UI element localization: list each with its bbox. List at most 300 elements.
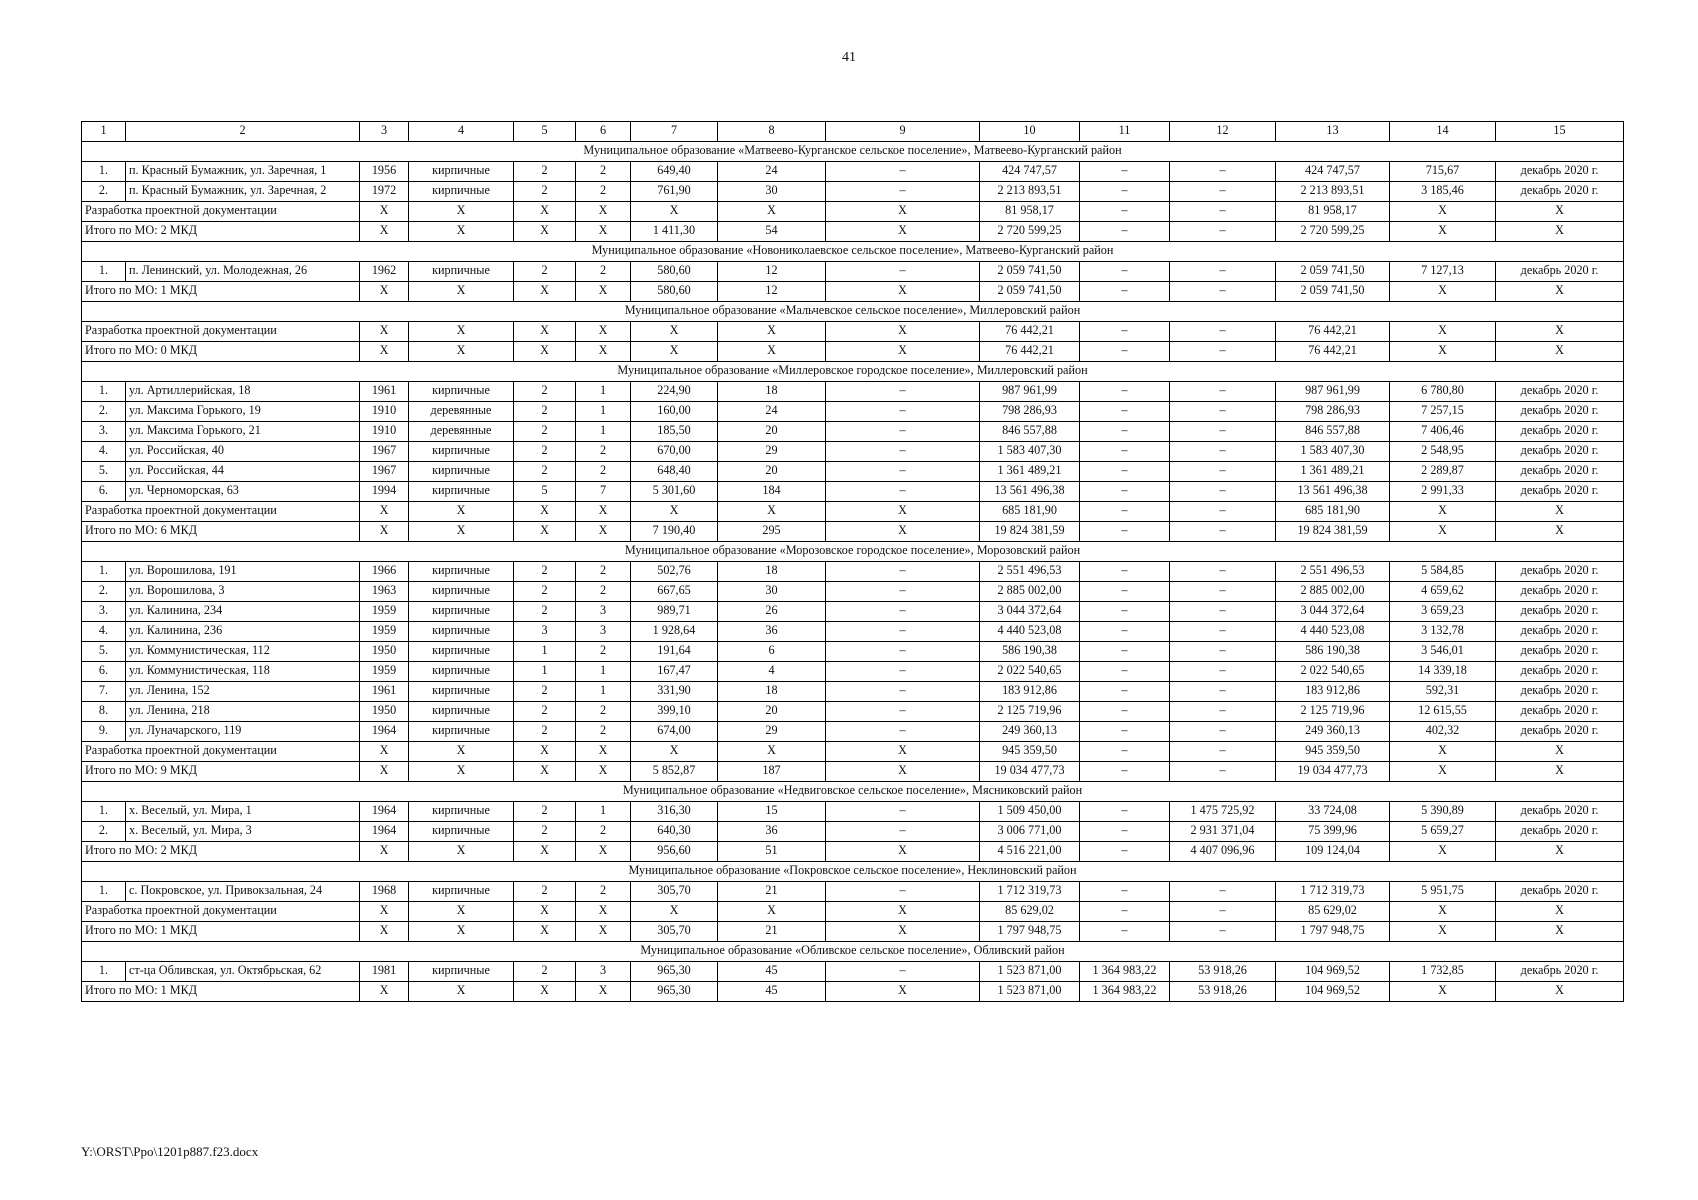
table-cell: декабрь 2020 г. bbox=[1496, 682, 1624, 702]
table-cell: 6 780,80 bbox=[1390, 382, 1496, 402]
table-row bbox=[82, 702, 1624, 722]
summary-row bbox=[82, 502, 1624, 522]
table-cell: 2 059 741,50 bbox=[980, 262, 1080, 282]
table-cell: 24 bbox=[718, 162, 826, 182]
table-cell: X bbox=[718, 202, 826, 222]
summary-row bbox=[82, 742, 1624, 762]
table-cell: – bbox=[826, 662, 980, 682]
table-cell: 1 bbox=[576, 422, 631, 442]
table-cell: X bbox=[576, 202, 631, 222]
table-cell: 846 557,88 bbox=[1276, 422, 1390, 442]
table-cell: кирпичные bbox=[409, 962, 514, 982]
table-cell: – bbox=[1170, 602, 1276, 622]
table-cell: X bbox=[514, 922, 576, 942]
table-cell: 670,00 bbox=[631, 442, 718, 462]
table-cell: 187 bbox=[718, 762, 826, 782]
table-cell: X bbox=[360, 282, 409, 302]
table-cell: 1 361 489,21 bbox=[980, 462, 1080, 482]
address-cell: ул. Коммунистическая, 112 bbox=[126, 642, 360, 662]
table-cell: 2 551 496,53 bbox=[1276, 562, 1390, 582]
table-cell: – bbox=[1170, 342, 1276, 362]
table-cell: – bbox=[1170, 262, 1276, 282]
table-row bbox=[82, 562, 1624, 582]
address-cell: ул. Ворошилова, 3 bbox=[126, 582, 360, 602]
table-cell: X bbox=[409, 902, 514, 922]
table-cell: 5 301,60 bbox=[631, 482, 718, 502]
table-cell: 2 bbox=[514, 582, 576, 602]
row-number-cell: 2. bbox=[82, 582, 126, 602]
table-cell: – bbox=[1080, 722, 1170, 742]
table-cell: декабрь 2020 г. bbox=[1496, 442, 1624, 462]
table-cell: – bbox=[1170, 382, 1276, 402]
row-number-cell: 1. bbox=[82, 562, 126, 582]
table-cell: 1956 bbox=[360, 162, 409, 182]
table-cell: – bbox=[1080, 922, 1170, 942]
table-cell: 53 918,26 bbox=[1170, 962, 1276, 982]
table-cell: X bbox=[1390, 502, 1496, 522]
table-cell: 2 bbox=[576, 182, 631, 202]
table-cell: X bbox=[576, 282, 631, 302]
table-cell: X bbox=[631, 502, 718, 522]
table-row bbox=[82, 722, 1624, 742]
row-number-cell: 2. bbox=[82, 182, 126, 202]
summary-row bbox=[82, 762, 1624, 782]
table-cell: 3 bbox=[576, 622, 631, 642]
table-cell: 2 551 496,53 bbox=[980, 562, 1080, 582]
table-cell: 586 190,38 bbox=[980, 642, 1080, 662]
table-cell: 76 442,21 bbox=[1276, 322, 1390, 342]
table-cell: X bbox=[1496, 522, 1624, 542]
housing-repair-table bbox=[81, 121, 1623, 1002]
table-cell: X bbox=[360, 502, 409, 522]
table-cell: 956,60 bbox=[631, 842, 718, 862]
table-cell: 2 bbox=[576, 582, 631, 602]
table-cell: 1959 bbox=[360, 662, 409, 682]
table-cell: 5 951,75 bbox=[1390, 882, 1496, 902]
municipality-header-row bbox=[82, 142, 1624, 162]
table-row bbox=[82, 382, 1624, 402]
table-cell: – bbox=[1170, 582, 1276, 602]
table-cell: 1950 bbox=[360, 642, 409, 662]
table-cell: 592,31 bbox=[1390, 682, 1496, 702]
table-cell: – bbox=[1170, 402, 1276, 422]
table-cell: 104 969,52 bbox=[1276, 982, 1390, 1002]
table-cell: – bbox=[1170, 502, 1276, 522]
table-cell: X bbox=[409, 982, 514, 1002]
table-cell: 1 364 983,22 bbox=[1080, 982, 1170, 1002]
table-cell: 2 bbox=[576, 442, 631, 462]
table-cell: X bbox=[409, 742, 514, 762]
table-cell: X bbox=[1390, 902, 1496, 922]
table-cell: 7 190,40 bbox=[631, 522, 718, 542]
table-cell: 1 523 871,00 bbox=[980, 962, 1080, 982]
table-row bbox=[82, 422, 1624, 442]
table-cell: – bbox=[1080, 762, 1170, 782]
table-cell: 761,90 bbox=[631, 182, 718, 202]
table-cell: декабрь 2020 г. bbox=[1496, 162, 1624, 182]
table-cell: – bbox=[826, 802, 980, 822]
table-cell: X bbox=[360, 322, 409, 342]
table-cell: 1968 bbox=[360, 882, 409, 902]
column-number-cell: 3 bbox=[360, 122, 409, 142]
table-cell: 1 583 407,30 bbox=[1276, 442, 1390, 462]
table-cell: – bbox=[826, 642, 980, 662]
address-cell: ул. Максима Горького, 21 bbox=[126, 422, 360, 442]
table-cell: 2 548,95 bbox=[1390, 442, 1496, 462]
table-cell: – bbox=[1080, 602, 1170, 622]
table-cell: кирпичные bbox=[409, 722, 514, 742]
table-cell: 2 931 371,04 bbox=[1170, 822, 1276, 842]
table-cell: кирпичные bbox=[409, 462, 514, 482]
summary-label: Итого по МО: 1 МКД bbox=[82, 922, 360, 942]
table-cell: 1972 bbox=[360, 182, 409, 202]
address-cell: ул. Российская, 44 bbox=[126, 462, 360, 482]
row-number-cell: 5. bbox=[82, 642, 126, 662]
table-cell: 424 747,57 bbox=[1276, 162, 1390, 182]
table-cell: – bbox=[1170, 282, 1276, 302]
row-number-cell: 1. bbox=[82, 262, 126, 282]
table-cell: 18 bbox=[718, 382, 826, 402]
table-row bbox=[82, 162, 1624, 182]
municipality-title: Муниципальное образование «Морозовское городское поселение», Морозовский район bbox=[82, 542, 1624, 562]
table-cell: X bbox=[1390, 322, 1496, 342]
table-cell: 2 bbox=[576, 642, 631, 662]
table-cell: X bbox=[1390, 762, 1496, 782]
table-cell: 2 bbox=[514, 382, 576, 402]
summary-label: Итого по МО: 1 МКД bbox=[82, 282, 360, 302]
table-cell: X bbox=[631, 322, 718, 342]
table-cell: декабрь 2020 г. bbox=[1496, 802, 1624, 822]
row-number-cell: 8. bbox=[82, 702, 126, 722]
table-cell: X bbox=[826, 982, 980, 1002]
table-cell: X bbox=[514, 222, 576, 242]
table-cell: 2 022 540,65 bbox=[980, 662, 1080, 682]
summary-label: Разработка проектной документации bbox=[82, 902, 360, 922]
table-cell: 2 bbox=[514, 802, 576, 822]
row-number-cell: 3. bbox=[82, 422, 126, 442]
table-cell: кирпичные bbox=[409, 662, 514, 682]
table-cell: декабрь 2020 г. bbox=[1496, 882, 1624, 902]
table-row bbox=[82, 462, 1624, 482]
table-cell: кирпичные bbox=[409, 262, 514, 282]
table-cell: декабрь 2020 г. bbox=[1496, 582, 1624, 602]
table-cell: 580,60 bbox=[631, 282, 718, 302]
table-cell: 36 bbox=[718, 622, 826, 642]
table-cell: X bbox=[826, 522, 980, 542]
table-cell: декабрь 2020 г. bbox=[1496, 382, 1624, 402]
table-cell: X bbox=[826, 322, 980, 342]
table-cell: – bbox=[1170, 422, 1276, 442]
table-cell: 1994 bbox=[360, 482, 409, 502]
table-cell: X bbox=[1390, 282, 1496, 302]
table-cell: 20 bbox=[718, 462, 826, 482]
table-cell: X bbox=[826, 502, 980, 522]
table-cell: 3 bbox=[576, 602, 631, 622]
table-cell: 1 bbox=[514, 662, 576, 682]
table-cell: X bbox=[576, 922, 631, 942]
table-cell: 685 181,90 bbox=[1276, 502, 1390, 522]
table-cell: X bbox=[576, 222, 631, 242]
summary-row bbox=[82, 202, 1624, 222]
table-cell: – bbox=[1080, 682, 1170, 702]
table-cell: X bbox=[1496, 202, 1624, 222]
table-cell: 1 bbox=[576, 402, 631, 422]
table-cell: – bbox=[1170, 462, 1276, 482]
table-cell: X bbox=[718, 322, 826, 342]
table-cell: 1966 bbox=[360, 562, 409, 582]
table-cell: X bbox=[576, 522, 631, 542]
table-cell: 76 442,21 bbox=[1276, 342, 1390, 362]
row-number-cell: 1. bbox=[82, 162, 126, 182]
table-cell: 2 bbox=[576, 162, 631, 182]
table-row bbox=[82, 582, 1624, 602]
table-cell: кирпичные bbox=[409, 182, 514, 202]
table-cell: 2 bbox=[514, 182, 576, 202]
table-cell: 5 852,87 bbox=[631, 762, 718, 782]
table-cell: 2 059 741,50 bbox=[980, 282, 1080, 302]
table-row bbox=[82, 822, 1624, 842]
table-cell: кирпичные bbox=[409, 822, 514, 842]
municipality-header-row bbox=[82, 362, 1624, 382]
page-number: 41 bbox=[842, 50, 856, 65]
table-cell: 3 132,78 bbox=[1390, 622, 1496, 642]
table-cell: 21 bbox=[718, 882, 826, 902]
column-number-cell: 11 bbox=[1080, 122, 1170, 142]
table-cell: 81 958,17 bbox=[980, 202, 1080, 222]
table-cell: декабрь 2020 г. bbox=[1496, 822, 1624, 842]
table-cell: – bbox=[826, 822, 980, 842]
table-cell: 3 bbox=[576, 962, 631, 982]
column-number-cell: 10 bbox=[980, 122, 1080, 142]
table-cell: X bbox=[409, 522, 514, 542]
table-cell: 399,10 bbox=[631, 702, 718, 722]
address-cell: ст-ца Обливская, ул. Октябрьская, 62 bbox=[126, 962, 360, 982]
row-number-cell: 1. bbox=[82, 382, 126, 402]
table-cell: – bbox=[1080, 822, 1170, 842]
table-cell: X bbox=[576, 982, 631, 1002]
table-cell: 2 bbox=[514, 682, 576, 702]
summary-row bbox=[82, 322, 1624, 342]
table-cell: 33 724,08 bbox=[1276, 802, 1390, 822]
summary-label: Итого по МО: 2 МКД bbox=[82, 842, 360, 862]
table-cell: – bbox=[826, 682, 980, 702]
table-cell: 1967 bbox=[360, 462, 409, 482]
table-cell: X bbox=[576, 322, 631, 342]
table-cell: 2 bbox=[514, 602, 576, 622]
table-cell: – bbox=[1080, 202, 1170, 222]
table-cell: 987 961,99 bbox=[1276, 382, 1390, 402]
row-number-cell: 6. bbox=[82, 662, 126, 682]
table-cell: кирпичные bbox=[409, 702, 514, 722]
table-cell: 1 411,30 bbox=[631, 222, 718, 242]
table-cell: 249 360,13 bbox=[1276, 722, 1390, 742]
table-cell: 81 958,17 bbox=[1276, 202, 1390, 222]
row-number-cell: 7. bbox=[82, 682, 126, 702]
table-cell: кирпичные bbox=[409, 642, 514, 662]
table-cell: 667,65 bbox=[631, 582, 718, 602]
table-cell: – bbox=[1170, 742, 1276, 762]
table-row bbox=[82, 622, 1624, 642]
table-cell: – bbox=[826, 442, 980, 462]
table-cell: 5 584,85 bbox=[1390, 562, 1496, 582]
address-cell: п. Красный Бумажник, ул. Заречная, 2 bbox=[126, 182, 360, 202]
table-cell: 19 824 381,59 bbox=[1276, 522, 1390, 542]
table-cell: – bbox=[1080, 702, 1170, 722]
table-cell: декабрь 2020 г. bbox=[1496, 602, 1624, 622]
table-cell: X bbox=[360, 342, 409, 362]
table-cell: декабрь 2020 г. bbox=[1496, 422, 1624, 442]
table-cell: декабрь 2020 г. bbox=[1496, 262, 1624, 282]
table-cell: 5 390,89 bbox=[1390, 802, 1496, 822]
table-cell: 3 006 771,00 bbox=[980, 822, 1080, 842]
table-cell: X bbox=[1496, 902, 1624, 922]
table-cell: 4 659,62 bbox=[1390, 582, 1496, 602]
table-cell: 295 bbox=[718, 522, 826, 542]
table-cell: 2 bbox=[576, 562, 631, 582]
table-cell: – bbox=[1080, 342, 1170, 362]
table-cell: 945 359,50 bbox=[1276, 742, 1390, 762]
table-cell: X bbox=[631, 342, 718, 362]
table-cell: 18 bbox=[718, 562, 826, 582]
table-row bbox=[82, 662, 1624, 682]
table-cell: 1964 bbox=[360, 802, 409, 822]
table-cell: 1 583 407,30 bbox=[980, 442, 1080, 462]
table-cell: – bbox=[826, 262, 980, 282]
table-cell: 183 912,86 bbox=[1276, 682, 1390, 702]
table-cell: X bbox=[360, 522, 409, 542]
municipality-header-row bbox=[82, 782, 1624, 802]
row-number-cell: 2. bbox=[82, 402, 126, 422]
table-cell: – bbox=[826, 402, 980, 422]
table-cell: 2 bbox=[514, 562, 576, 582]
table-cell: – bbox=[1080, 322, 1170, 342]
table-cell: 4 440 523,08 bbox=[1276, 622, 1390, 642]
table-cell: X bbox=[826, 742, 980, 762]
table-cell: 4 440 523,08 bbox=[980, 622, 1080, 642]
summary-label: Итого по МО: 9 МКД bbox=[82, 762, 360, 782]
table-cell: декабрь 2020 г. bbox=[1496, 722, 1624, 742]
table-cell: 19 034 477,73 bbox=[980, 762, 1080, 782]
column-number-cell: 8 bbox=[718, 122, 826, 142]
row-number-cell: 1. bbox=[82, 802, 126, 822]
table-cell: – bbox=[1080, 902, 1170, 922]
table-cell: X bbox=[514, 282, 576, 302]
table-cell: 224,90 bbox=[631, 382, 718, 402]
table-cell: 1981 bbox=[360, 962, 409, 982]
address-cell: ул. Ленина, 152 bbox=[126, 682, 360, 702]
table-cell: X bbox=[1390, 922, 1496, 942]
table-cell: 30 bbox=[718, 182, 826, 202]
table-cell: X bbox=[1390, 522, 1496, 542]
table-cell: X bbox=[631, 202, 718, 222]
table-cell: 1910 bbox=[360, 422, 409, 442]
table-cell: X bbox=[631, 742, 718, 762]
column-number-cell: 9 bbox=[826, 122, 980, 142]
table-cell: X bbox=[514, 202, 576, 222]
address-cell: ул. Коммунистическая, 118 bbox=[126, 662, 360, 682]
table-cell: 29 bbox=[718, 722, 826, 742]
table-cell: X bbox=[409, 502, 514, 522]
table-cell: кирпичные bbox=[409, 562, 514, 582]
table-cell: 1910 bbox=[360, 402, 409, 422]
table-cell: 4 516 221,00 bbox=[980, 842, 1080, 862]
table-cell: X bbox=[826, 222, 980, 242]
table-cell: – bbox=[826, 162, 980, 182]
table-cell: 2 bbox=[514, 162, 576, 182]
table-cell: 2 289,87 bbox=[1390, 462, 1496, 482]
table-cell: X bbox=[718, 502, 826, 522]
table-cell: X bbox=[514, 502, 576, 522]
row-number-cell: 4. bbox=[82, 442, 126, 462]
table-cell: 2 125 719,96 bbox=[1276, 702, 1390, 722]
table-cell: 14 339,18 bbox=[1390, 662, 1496, 682]
table-row bbox=[82, 682, 1624, 702]
table-cell: 2 bbox=[576, 702, 631, 722]
table-cell: 24 bbox=[718, 402, 826, 422]
table-cell: – bbox=[826, 962, 980, 982]
table-cell: 798 286,93 bbox=[980, 402, 1080, 422]
table-cell: 45 bbox=[718, 962, 826, 982]
table-cell: 2 885 002,00 bbox=[980, 582, 1080, 602]
table-cell: 1964 bbox=[360, 722, 409, 742]
table-body bbox=[82, 122, 1624, 1002]
table-cell: 2 bbox=[514, 442, 576, 462]
table-cell: – bbox=[1080, 562, 1170, 582]
table-cell: 2 bbox=[514, 822, 576, 842]
table-cell: 21 bbox=[718, 922, 826, 942]
municipality-header-row bbox=[82, 242, 1624, 262]
table-cell: 2 885 002,00 bbox=[1276, 582, 1390, 602]
table-cell: X bbox=[514, 902, 576, 922]
table-cell: X bbox=[1496, 842, 1624, 862]
table-cell: 502,76 bbox=[631, 562, 718, 582]
table-cell: 305,70 bbox=[631, 922, 718, 942]
table-cell: X bbox=[1496, 982, 1624, 1002]
table-cell: 1 bbox=[576, 662, 631, 682]
table-cell: X bbox=[409, 342, 514, 362]
table-cell: 2 720 599,25 bbox=[980, 222, 1080, 242]
table-cell: 85 629,02 bbox=[1276, 902, 1390, 922]
table-cell: кирпичные bbox=[409, 802, 514, 822]
municipality-header-row bbox=[82, 542, 1624, 562]
address-cell: ул. Калинина, 236 bbox=[126, 622, 360, 642]
table-cell: 1961 bbox=[360, 682, 409, 702]
table-cell: 3 185,46 bbox=[1390, 182, 1496, 202]
table-cell: 4 407 096,96 bbox=[1170, 842, 1276, 862]
table-cell: 4 bbox=[718, 662, 826, 682]
table-cell: 798 286,93 bbox=[1276, 402, 1390, 422]
table-cell: 2 bbox=[576, 462, 631, 482]
table-cell: 36 bbox=[718, 822, 826, 842]
summary-label: Итого по МО: 1 МКД bbox=[82, 982, 360, 1002]
address-cell: ул. Калинина, 234 bbox=[126, 602, 360, 622]
table-cell: 846 557,88 bbox=[980, 422, 1080, 442]
table-cell: 987 961,99 bbox=[980, 382, 1080, 402]
table-cell: 1950 bbox=[360, 702, 409, 722]
table-cell: 2 bbox=[514, 422, 576, 442]
table-cell: 715,67 bbox=[1390, 162, 1496, 182]
table-cell: 7 257,15 bbox=[1390, 402, 1496, 422]
table-cell: 1 bbox=[576, 802, 631, 822]
table-cell: X bbox=[826, 922, 980, 942]
table-cell: – bbox=[1080, 522, 1170, 542]
table-cell: 5 659,27 bbox=[1390, 822, 1496, 842]
table-cell: – bbox=[826, 422, 980, 442]
table-cell: 1959 bbox=[360, 622, 409, 642]
table-cell: 2 bbox=[576, 882, 631, 902]
table-cell: 316,30 bbox=[631, 802, 718, 822]
address-cell: ул. Артиллерийская, 18 bbox=[126, 382, 360, 402]
